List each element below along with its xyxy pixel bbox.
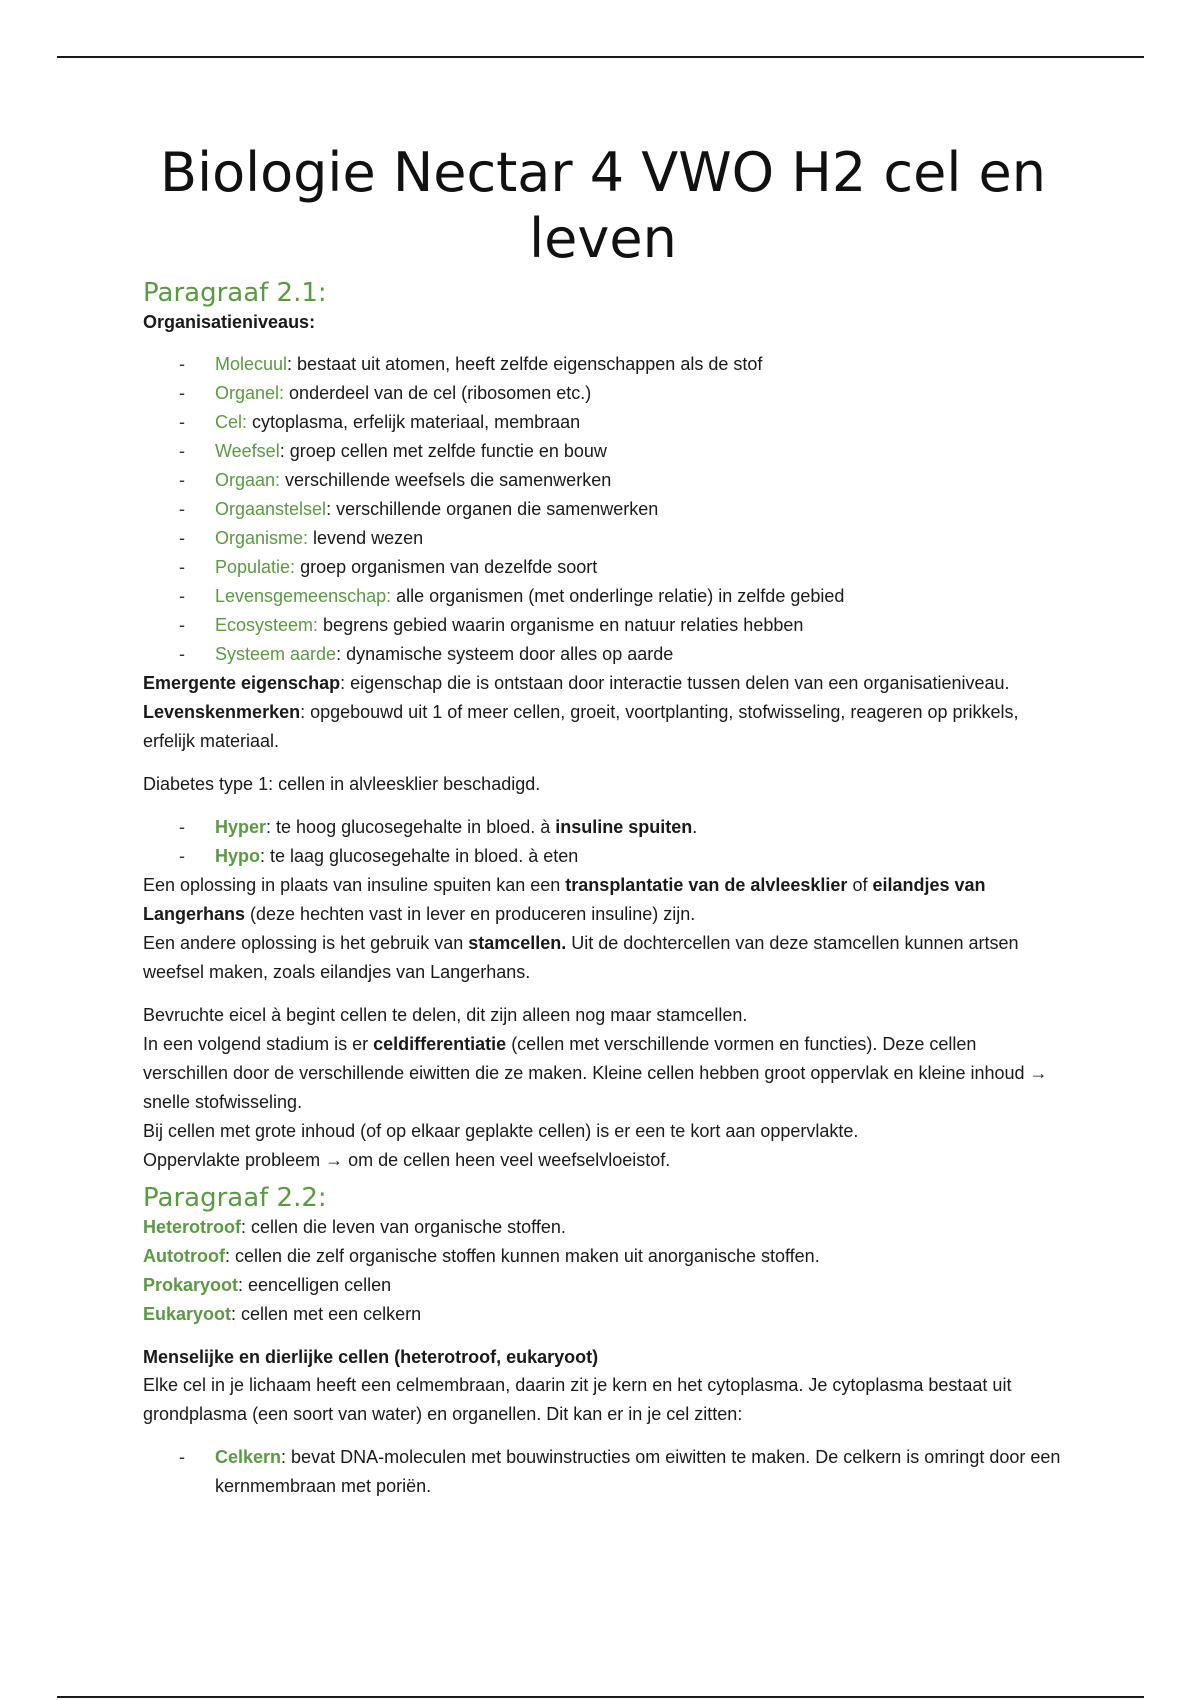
list-item	[215, 495, 1063, 524]
term: Prokaryoot	[143, 1275, 239, 1295]
subheading-human-animal-cells: Menselijke en dierlijke cellen (heterotroof, eukaryoot)	[143, 1347, 599, 1367]
diabetes-paragraph: Diabetes type 1: cellen in alvleesklier beschadigd.	[143, 774, 541, 794]
definition: : opgebouwd uit 1 of meer cellen, groeit, voortplanting, stofwisseling, reageren op prikkels, erfelijk materiaal.	[143, 702, 1019, 751]
definition-line	[143, 1300, 1063, 1329]
list-item	[215, 842, 1063, 871]
bottom-rule	[57, 1696, 1144, 1698]
definition: cytoplasma, erfelijk materiaal, membraan	[247, 412, 581, 432]
definition: : groep cellen met zelfde functie en bouw	[279, 441, 607, 461]
text: In een volgend stadium is er	[143, 1034, 374, 1054]
emphasis: transplantatie van de alvleesklier	[565, 875, 848, 895]
list-item	[215, 813, 1063, 842]
definition: : bevat DNA-moleculen met bouwinstructies om eiwitten te maken. De celkern is omringt door een kernmembraan met poriën.	[215, 1447, 1061, 1496]
definition: : bestaat uit atomen, heeft zelfde eigenschappen als de stof	[287, 354, 763, 374]
levenskenmerken-paragraph	[143, 698, 1063, 756]
text: Uit de dochtercellen van deze stamcellen kunnen artsen weefsel maken, zoals eilandjes van Langerhans.	[143, 933, 1019, 982]
term: Heterotroof	[143, 1217, 241, 1237]
solution-transplant-paragraph	[143, 871, 1063, 929]
emphasis: insuline spuiten	[555, 817, 693, 837]
section-heading-2-1: Paragraaf 2.1:	[143, 278, 327, 308]
text: (cellen met verschillende vormen en functies). Deze cellen verschillen door de verschillende eiwitten die ze maken. Kleine cellen hebben groot oppervlak en kleine inhoud → snelle stofwisseling.	[143, 1034, 1048, 1112]
emphasis: celdifferentiatie	[373, 1034, 507, 1054]
term: Emergente eigenschap	[143, 673, 341, 693]
definition: : eigenschap die is ontstaan door interactie tussen delen van een organisatieniveau.	[340, 673, 1010, 693]
definition: : te hoog glucosegehalte in bloed. à	[266, 817, 556, 837]
list-item	[215, 408, 1063, 437]
list-item	[215, 640, 1063, 669]
list-item	[215, 611, 1063, 640]
list-item	[215, 582, 1063, 611]
term: Orgaan:	[215, 470, 281, 490]
text: Een oplossing in plaats van insuline spuiten kan een	[143, 875, 566, 895]
stadium-paragraph	[143, 1030, 1063, 1117]
document-title: Biologie Nectar 4 VWO H2 cel en leven	[160, 141, 1046, 270]
definition-line	[143, 1242, 1063, 1271]
term: Autotroof	[143, 1246, 225, 1266]
list-item	[215, 553, 1063, 582]
emergent-paragraph	[143, 669, 1063, 698]
term: Weefsel	[215, 441, 280, 461]
term: Organisme:	[215, 528, 309, 548]
definition: begrens gebied waarin organisme en natuur relaties hebben	[318, 615, 804, 635]
emphasis: stamcellen.	[468, 933, 567, 953]
term: Orgaanstelsel	[215, 499, 327, 519]
list-item	[215, 524, 1063, 553]
text: of	[847, 875, 873, 895]
definition: : eencelligen cellen	[238, 1275, 392, 1295]
term: Systeem aarde	[215, 644, 337, 664]
definition: levend wezen	[308, 528, 424, 548]
inhoud-paragraph: Bij cellen met grote inhoud (of op elkaar geplakte cellen) is er een te kort aan oppervlakte.	[143, 1121, 859, 1141]
term: Levenskenmerken	[143, 702, 301, 722]
term: Hyper	[215, 817, 267, 837]
probleem-paragraph: Oppervlakte probleem → om de cellen heen veel weefselvloeistof.	[143, 1150, 671, 1170]
definition: : dynamische systeem door alles op aarde	[336, 644, 674, 664]
organelle-list	[143, 1443, 1063, 1501]
section-heading-2-2: Paragraaf 2.2:	[143, 1183, 327, 1213]
term: Populatie:	[215, 557, 296, 577]
definition: : te laag glucosegehalte in bloed. à eten	[260, 846, 579, 866]
list-item	[215, 466, 1063, 495]
term: Cel:	[215, 412, 248, 432]
term: Ecosysteem:	[215, 615, 319, 635]
top-rule	[57, 56, 1144, 58]
definition: alle organismen (met onderlinge relatie) in zelfde gebied	[391, 586, 845, 606]
definition: : cellen die leven van organische stoffen.	[241, 1217, 566, 1237]
definition-line	[143, 1271, 1063, 1300]
term: Hypo	[215, 846, 260, 866]
text: Een andere oplossing is het gebruik van	[143, 933, 469, 953]
definition: verschillende weefsels die samenwerken	[280, 470, 612, 490]
list-item	[215, 437, 1063, 466]
diabetes-list	[143, 813, 1063, 871]
term: Celkern	[215, 1447, 282, 1467]
cell-intro-paragraph: Elke cel in je lichaam heeft een celmembraan, daarin zit je kern en het cytoplasma. Je cytoplasma bestaat uit grondplasma (een soort van water) en organellen. Dit kan er in je cel zitten:	[143, 1375, 1012, 1424]
solution-stemcell-paragraph	[143, 929, 1063, 987]
definition-end: .	[692, 817, 698, 837]
term: Molecuul	[215, 354, 288, 374]
definition: groep organismen van dezelfde soort	[295, 557, 598, 577]
definition: : cellen met een celkern	[231, 1304, 422, 1324]
organisation-levels-list	[143, 350, 1063, 669]
term: Levensgemeenschap:	[215, 586, 392, 606]
eicel-paragraph: Bevruchte eicel à begint cellen te delen, dit zijn alleen nog maar stamcellen.	[143, 1005, 748, 1025]
term: Organel:	[215, 383, 285, 403]
document-page	[143, 140, 1063, 1501]
list-item	[215, 350, 1063, 379]
text: (deze hechten vast in lever en produceren insuline) zijn.	[245, 904, 696, 924]
subheading-organisatieniveaus: Organisatieniveaus:	[143, 312, 316, 332]
list-item	[215, 379, 1063, 408]
definition-line	[143, 1213, 1063, 1242]
term: Eukaryoot	[143, 1304, 232, 1324]
list-item	[215, 1443, 1063, 1501]
definition: onderdeel van de cel (ribosomen etc.)	[284, 383, 592, 403]
definition: : verschillende organen die samenwerken	[326, 499, 659, 519]
definition: : cellen die zelf organische stoffen kunnen maken uit anorganische stoffen.	[224, 1246, 820, 1266]
emphasis: eilandjes van Langerhans	[143, 875, 986, 924]
